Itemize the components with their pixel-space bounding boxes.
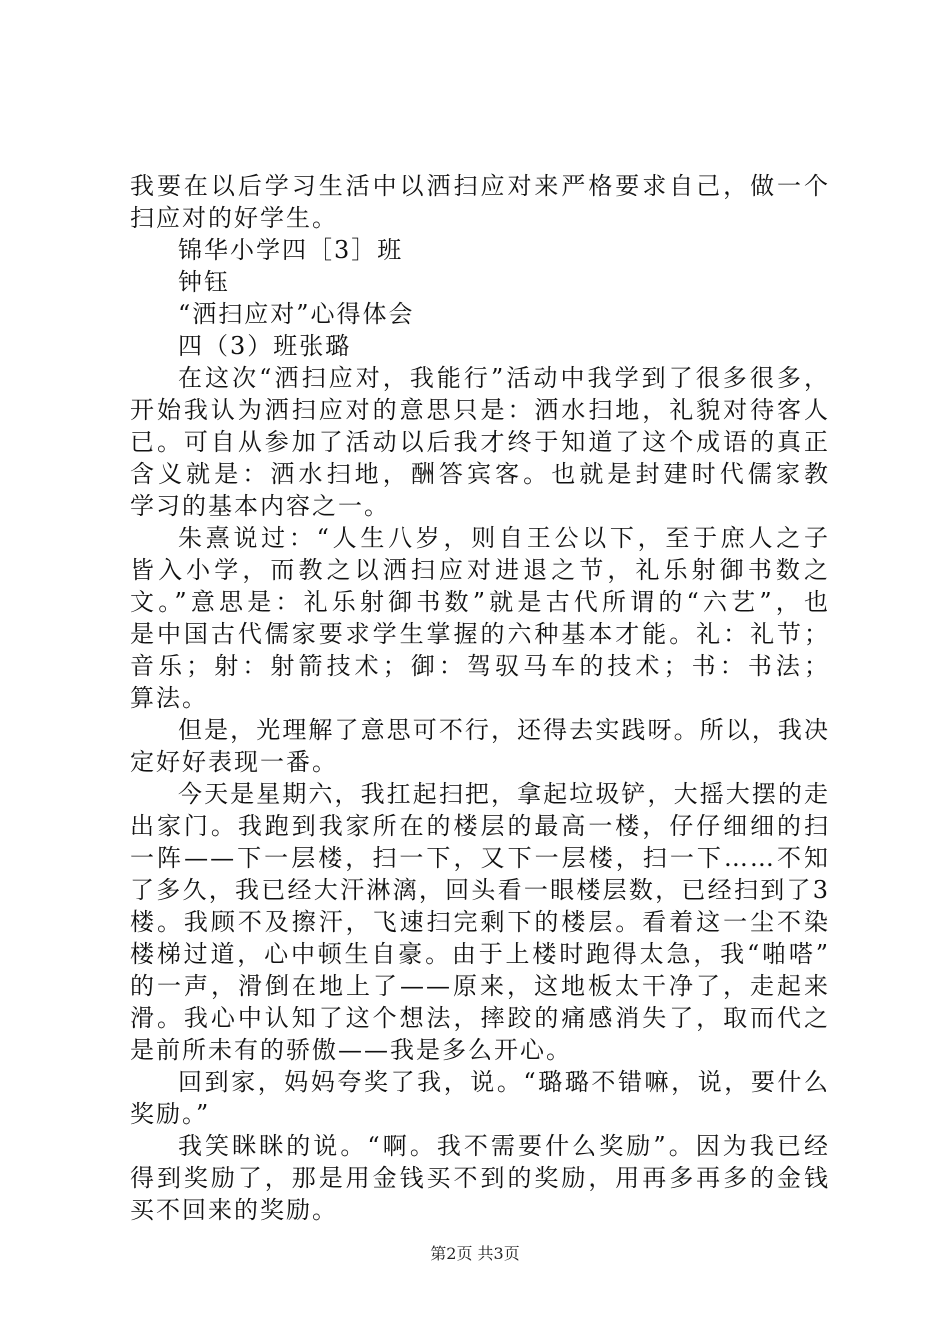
text-line: 的一声，滑倒在地上了——原来，这地板太干净了，走起来 xyxy=(130,972,830,1000)
text-line: 回到家，妈妈夸奖了我，说。“璐璐不错嘛，说，要什么 xyxy=(178,1068,830,1096)
text-line: “洒扫应对”心得体会 xyxy=(178,300,415,328)
text-line: 我要在以后学习生活中以洒扫应对来严格要求自己，做一个 xyxy=(130,172,830,200)
text-line: 学习的基本内容之一。 xyxy=(130,492,390,520)
text-line: 定好好表现一番。 xyxy=(130,748,338,776)
page-footer: 第2页 共3页 xyxy=(430,1244,520,1263)
text-line: 我笑眯眯的说。“啊。我不需要什么奖励”。因为我已经 xyxy=(178,1132,830,1160)
text-line: 开始我认为洒扫应对的意思只是：洒水扫地，礼貌对待客人 xyxy=(130,396,830,424)
document-body xyxy=(130,170,830,1226)
text-line: 音乐；射：射箭技术；御：驾驭马车的技术；书：书法； xyxy=(130,652,830,680)
text-line: 一阵——下一层楼，扫一下，又下一层楼，扫一下……不知 xyxy=(130,844,830,872)
text-line: 滑。我心中认知了这个想法，摔跤的痛感消失了，取而代之 xyxy=(130,1004,830,1032)
text-line: 含义就是：洒水扫地，酬答宾客。也就是封建时代儒家教 xyxy=(130,460,830,488)
text-line: 四（3）班张璐 xyxy=(178,332,352,360)
text-line: 锦华小学四［3］班 xyxy=(178,236,404,264)
text-line: 皆入小学，而教之以洒扫应对进退之节，礼乐射御书数之 xyxy=(130,556,830,584)
text-line: 了多久，我已经大汗淋漓，回头看一眼楼层数，已经扫到了3 xyxy=(130,876,830,904)
text-line: 扫应对的好学生。 xyxy=(130,204,338,232)
text-line: 是前所未有的骄傲——我是多么开心。 xyxy=(130,1036,572,1064)
text-line: 文。”意思是：礼乐射御书数”就是古代所谓的“六艺”，也 xyxy=(130,588,830,616)
text-line: 在这次“洒扫应对，我能行”活动中我学到了很多很多， xyxy=(178,364,830,392)
text-line: 是中国古代儒家要求学生掌握的六种基本才能。礼：礼节； xyxy=(130,620,830,648)
text-line: 已。可自从参加了活动以后我才终于知道了这个成语的真正 xyxy=(130,428,830,456)
text-line: 朱熹说过：“人生八岁，则自王公以下，至于庶人之子 xyxy=(178,524,830,552)
text-line: 钟钰 xyxy=(178,268,230,296)
text-line: 楼梯过道，心中顿生自豪。由于上楼时跑得太急，我“啪嗒” xyxy=(130,940,830,968)
text-line: 买不回来的奖励。 xyxy=(130,1196,338,1224)
text-line: 楼。我顾不及擦汗，飞速扫完剩下的楼层。看着这一尘不染 xyxy=(130,908,830,936)
text-line: 得到奖励了，那是用金钱买不到的奖励，用再多再多的金钱 xyxy=(130,1164,830,1192)
text-line: 算法。 xyxy=(130,684,208,712)
text-line: 但是，光理解了意思可不行，还得去实践呀。所以，我决 xyxy=(178,716,830,744)
text-line: 今天是星期六，我扛起扫把，拿起垃圾铲，大摇大摆的走 xyxy=(178,780,830,808)
text-line: 出家门。我跑到我家所在的楼层的最高一楼，仔仔细细的扫 xyxy=(130,812,830,840)
text-line: 奖励。” xyxy=(130,1100,211,1128)
